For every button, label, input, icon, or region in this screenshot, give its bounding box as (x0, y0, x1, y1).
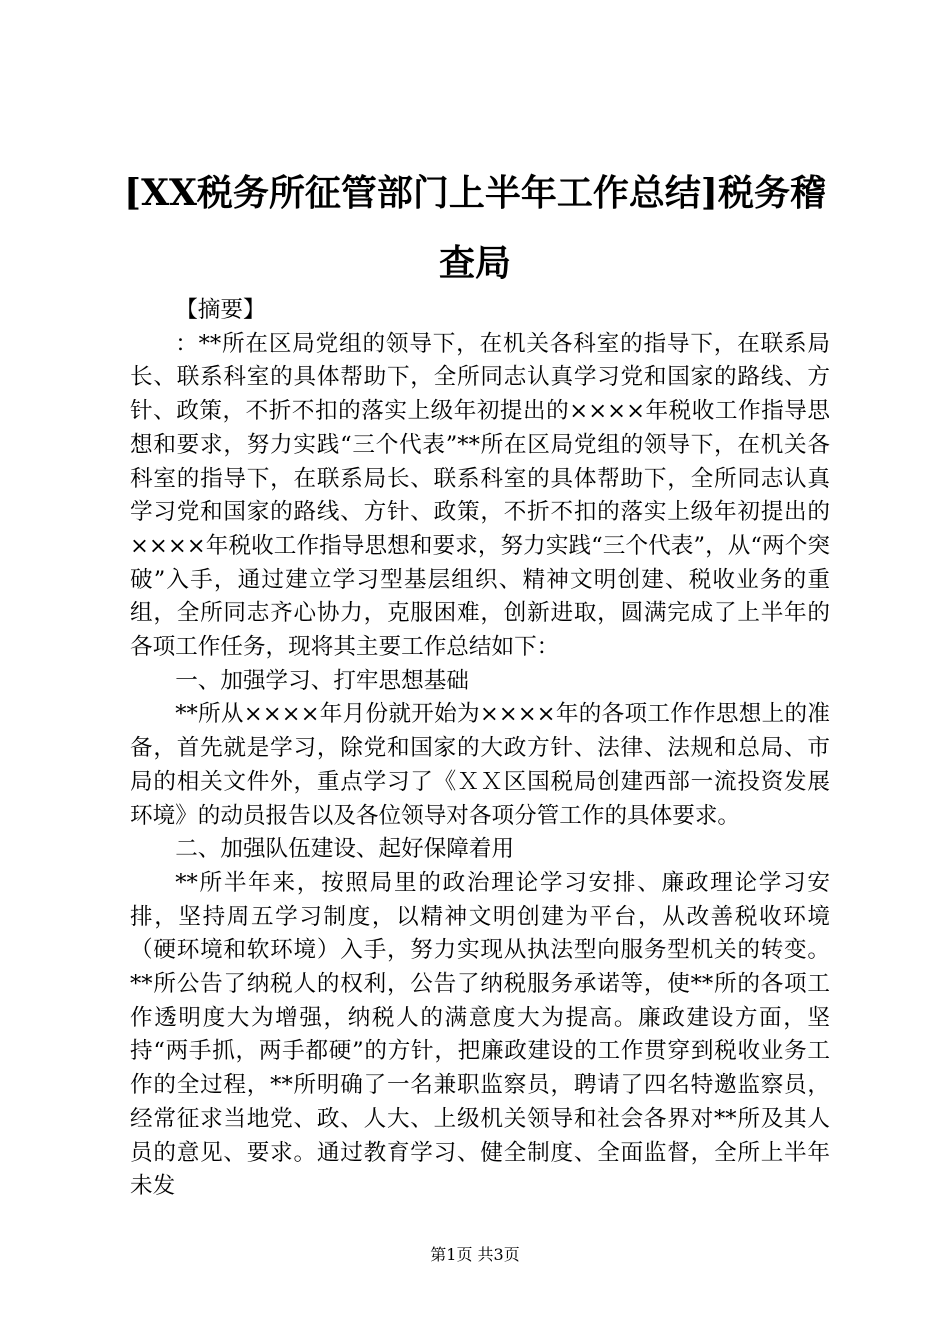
title-line-1: [XX税务所征管部门上半年工作总结]税务稽 (124, 172, 826, 214)
paragraph-intro: ：**所在区局党组的领导下，在机关各科室的指导下，在联系局长、联系科室的具体帮助下，全所同志认真学习党和国家的路线、方针、政策，不折不扣的落实上级年初提出的××××年税收工作指导思想和要求，努力实践“三个代表”**所在区局党组的领导下，在机关各科室的指导下，在联系局长、联系科室的具体帮助下，全所同志认真学习党和国家的路线、方针、政策，不折不扣的落实上级年初提出的××××年税收工作指导思想和要求，努力实践“三个代表”，从“两个突破”入手，通过建立学习型基层组织、精神文明创建、税收业务的重组，全所同志齐心协力，克服困难，创新进取，圆满完成了上半年的各项工作任务，现将其主要工作总结如下： (130, 330, 830, 661)
paragraph-section-2: **所半年来，按照局里的政治理论学习安排、廉政理论学习安排，坚持周五学习制度，以精神文明创建为平台，从改善税收环境（硬环境和软环境）入手，努力实现从执法型向服务型机关的转变。**所公告了纳税人的权利，公告了纳税服务承诺等，使**所的各项工作透明度大为增强，纳税人的满意度大为提高。廉政建设方面，坚持“两手抓，两手都硬”的方针，把廉政建设的工作贯穿到税收业务工作的全过程，**所明确了一名兼职监察员，聘请了四名特邀监察员，经常征求当地党、政、人大、上级机关领导和社会各界对**所及其人员的意见、要求。通过教育学习、健全制度、全面监督，全所上半年未发 (130, 869, 830, 1200)
paragraph-section-1: **所从××××年月份就开始为××××年的各项工作作思想上的准备，首先就是学习，除党和国家的大政方针、法律、法规和总局、市局的相关文件外，重点学习了《ＸＸ区国税局创建西部一流投资发展环境》的动员报告以及各位领导对各项分管工作的具体要求。 (130, 701, 830, 829)
document-title (100, 158, 850, 298)
section-heading-1: 一、加强学习、打牢思想基础 (175, 667, 469, 694)
section-heading-2: 二、加强队伍建设、起好保障着用 (175, 836, 515, 863)
document-body (130, 294, 830, 1204)
title-line-2: 查局 (438, 242, 511, 284)
page-footer (0, 1245, 950, 1265)
page-indicator: 第1页 共3页 (430, 1245, 520, 1264)
abstract-label: 【摘要】 (175, 297, 266, 323)
